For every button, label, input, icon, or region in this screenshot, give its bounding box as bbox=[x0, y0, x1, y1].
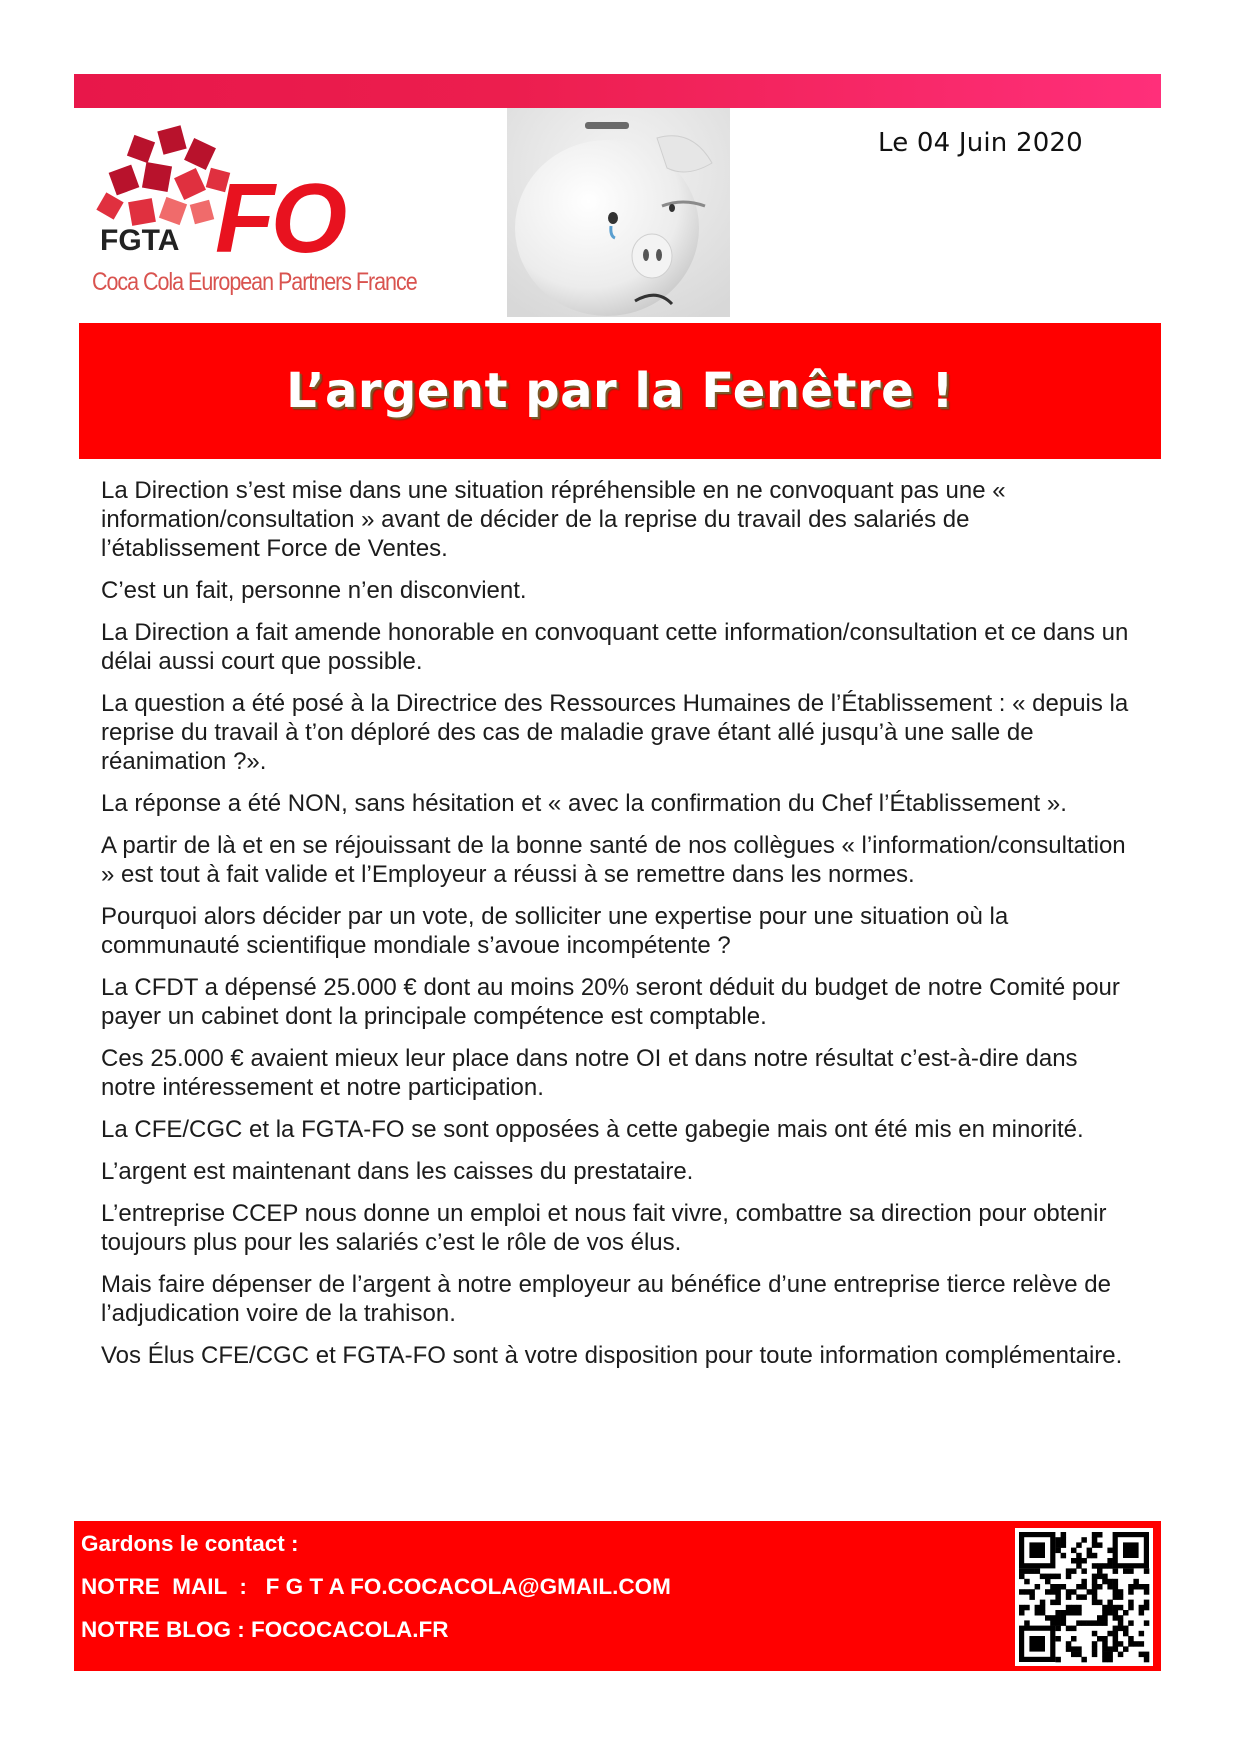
paragraph: La CFDT a dépensé 25.000 € dont au moins 20% seront déduit du budget de notre Comité pour payer un cabinet dont la principale compétence est comptable. bbox=[101, 974, 1120, 1030]
qr-code-graphic bbox=[1015, 1528, 1153, 1666]
logo-mark-icon bbox=[90, 120, 380, 270]
contact-mail[interactable]: NOTRE MAIL : F G T A FO.COCACOLA@GMAIL.COM bbox=[81, 1574, 671, 1599]
title-banner bbox=[79, 323, 1161, 459]
contact-heading: Gardons le contact : bbox=[81, 1531, 299, 1556]
svg-text:FO: FO bbox=[215, 163, 344, 270]
paragraph: Pourquoi alors décider par un vote, de solliciter une expertise pour une situation où la communauté scientifique mondiale s’avoue incompétente ? bbox=[101, 903, 1009, 959]
page-title: L’argent par la Fenêtre ! bbox=[286, 363, 954, 419]
paragraph: L’entreprise CCEP nous donne un emploi et nous fait vivre, combattre sa direction pour obtenir toujours plus pour les salariés c’est le rôle de vos élus. bbox=[101, 1200, 1107, 1256]
svg-text:FGTA: FGTA bbox=[100, 224, 180, 257]
paragraph: C’est un fait, personne n’en disconvient. bbox=[101, 577, 527, 604]
sad-piggy-bank-image bbox=[507, 108, 730, 317]
paragraph: Mais faire dépenser de l’argent à notre employeur au bénéfice d’une entreprise tierce relève de l’adjudication voire de la trahison. bbox=[101, 1271, 1111, 1327]
paragraph: Ces 25.000 € avaient mieux leur place dans notre OI et dans notre résultat c’est-à-dire dans notre intéressement et notre participation. bbox=[101, 1045, 1078, 1101]
paragraph: La réponse a été NON, sans hésitation et « avec la confirmation du Chef l’Établissement ». bbox=[101, 790, 1067, 817]
paragraph: La Direction a fait amende honorable en convoquant cette information/consultation et ce dans un délai aussi court que possible. bbox=[101, 619, 1129, 675]
paragraph: La Direction s’est mise dans une situation répréhensible en ne convoquant pas une « information/consultation » avant de décider de la reprise du travail des salariés de l’établissement Force de Ventes. bbox=[101, 477, 1006, 562]
document-date: Le 04 Juin 2020 bbox=[878, 128, 1083, 158]
qr-code-icon[interactable] bbox=[1015, 1528, 1153, 1666]
logo-subtitle: Coca Cola European Partners France bbox=[92, 268, 417, 296]
fgta-fo-logo bbox=[90, 120, 417, 305]
paragraph: L’argent est maintenant dans les caisses du prestataire. bbox=[101, 1158, 694, 1185]
paragraph: A partir de là et en se réjouissant de la bonne santé de nos collègues « l’information/consultation » est tout à fait valide et l’Employeur a réussi à se remettre dans les normes. bbox=[101, 832, 1126, 888]
paragraph: La question a été posé à la Directrice des Ressources Humaines de l’Établissement : « depuis la reprise du travail à t’on déploré des cas de maladie grave étant allé jusqu’à une salle de réanimation ?». bbox=[101, 690, 1129, 775]
article-body bbox=[101, 476, 1131, 1383]
contact-blog[interactable]: NOTRE BLOG : FOCOCACOLA.FR bbox=[81, 1617, 449, 1642]
paragraph: Vos Élus CFE/CGC et FGTA-FO sont à votre disposition pour toute information complémentaire. bbox=[101, 1342, 1123, 1369]
contact-footer bbox=[74, 1521, 1161, 1671]
top-accent-bar bbox=[74, 74, 1161, 108]
piggy-bank-icon bbox=[507, 108, 730, 317]
paragraph: La CFE/CGC et la FGTA-FO se sont opposées à cette gabegie mais ont été mis en minorité. bbox=[101, 1116, 1084, 1143]
